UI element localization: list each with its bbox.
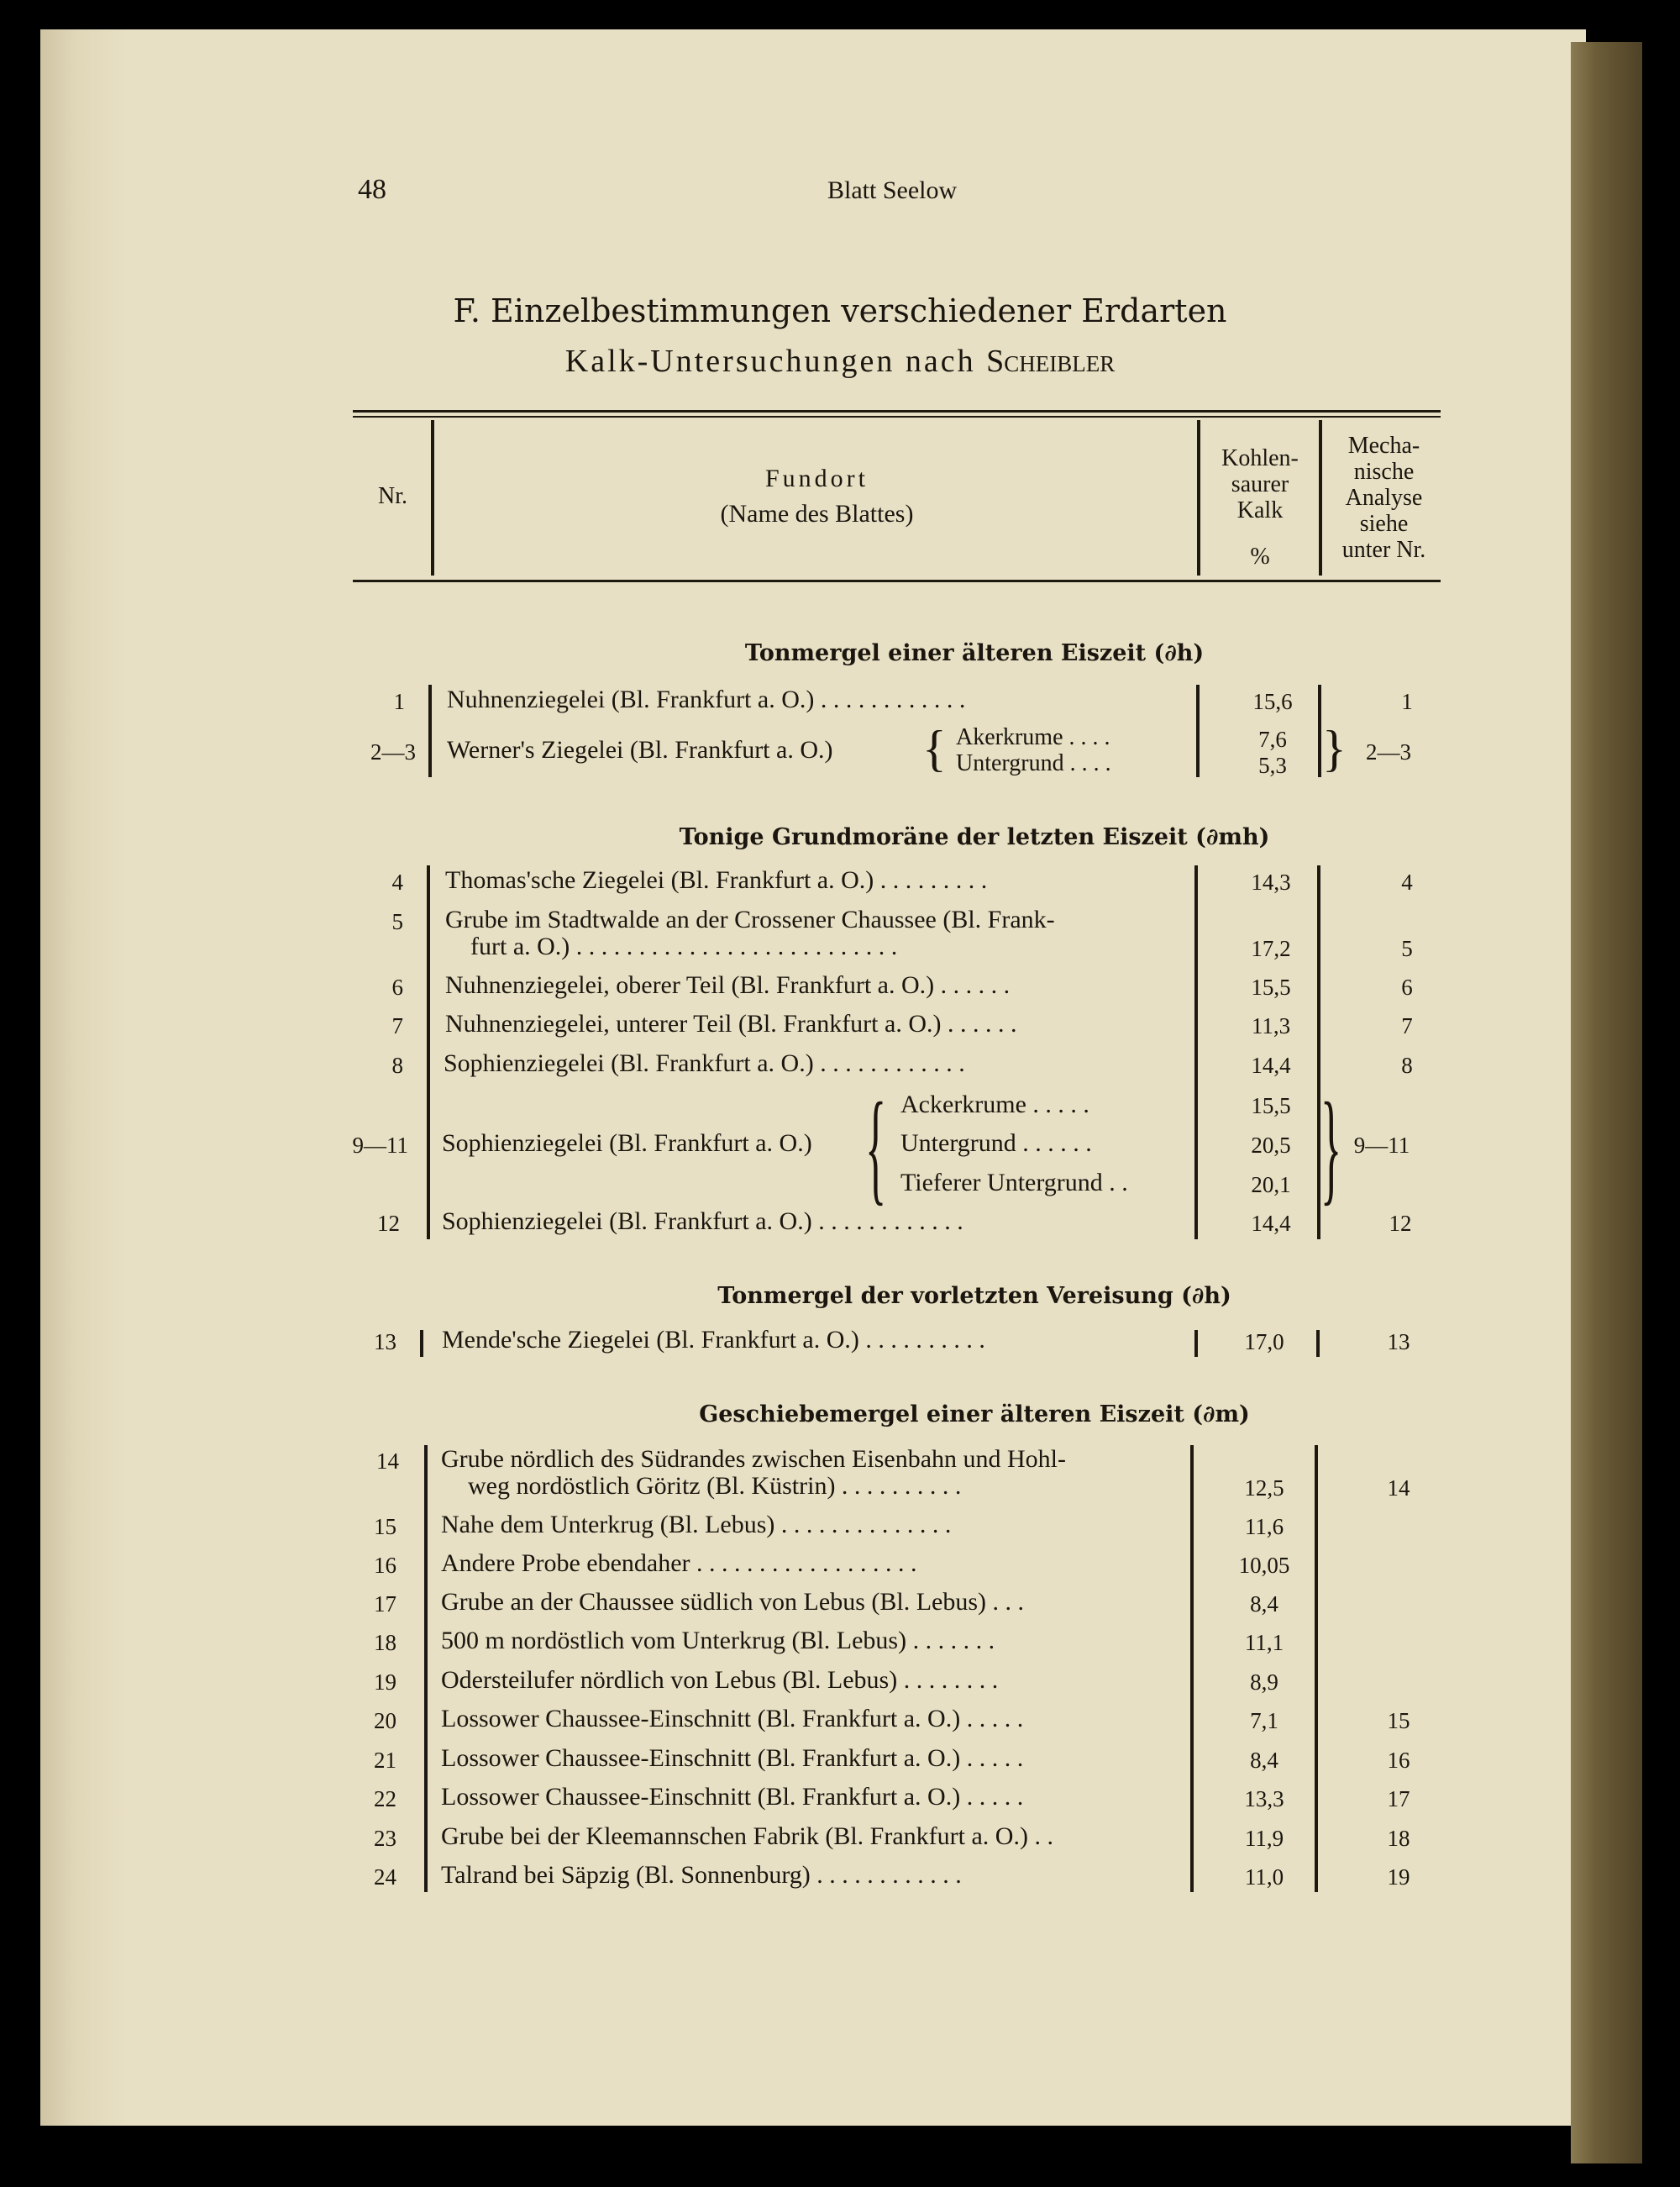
row-value: 10,05 <box>1238 1553 1290 1578</box>
row-text: Nahe dem Unterkrug (Bl. Lebus) . . . . . . . . . . . . . . <box>441 1511 952 1538</box>
row-nr: 7 <box>391 1013 403 1038</box>
row-ref: 9—11 <box>1353 1133 1410 1158</box>
row-sub-3: Tieferer Untergrund . . <box>900 1169 1128 1196</box>
row-ref: 12 <box>1389 1211 1412 1236</box>
row-text: Grube nördlich des Südrandes zwischen Eisenbahn und Hohl- <box>441 1445 1066 1473</box>
row-value: 14,4 <box>1251 1211 1291 1236</box>
row-nr: 24 <box>374 1864 396 1890</box>
header-divider-2 <box>1197 420 1200 576</box>
header-bottom-rule <box>353 580 1441 582</box>
row-text: Andere Probe ebendaher . . . . . . . . . . . . . . . . . . <box>441 1549 917 1577</box>
row-value: 8,4 <box>1250 1748 1278 1773</box>
table-top-rule <box>353 410 1441 413</box>
col-divider-s3-c <box>1316 1330 1320 1357</box>
row-nr: 18 <box>374 1630 396 1655</box>
row-text: Lossower Chaussee-Einschnitt (Bl. Frankfurt a. O.) . . . . . <box>441 1744 1024 1772</box>
row-nr: 1 <box>393 689 405 714</box>
row-ref: 8 <box>1401 1053 1413 1078</box>
row-value: 11,9 <box>1244 1826 1284 1851</box>
brace-right: } <box>1322 721 1347 776</box>
row-value-2: 5,3 <box>1258 753 1287 778</box>
row-sub-2: Untergrund . . . . . . <box>900 1129 1092 1157</box>
header-fundort-sub: (Name des Blattes) <box>720 500 914 528</box>
row-ref: 4 <box>1401 870 1413 895</box>
col-divider-s4-b <box>1190 1445 1194 1892</box>
row-nr: 20 <box>374 1708 396 1733</box>
header-fundort: Fundort <box>764 465 869 492</box>
row-value: 7,1 <box>1250 1708 1278 1733</box>
row-value: 17,0 <box>1244 1329 1284 1354</box>
row-ref: 7 <box>1401 1013 1413 1038</box>
header-mech-2: nische <box>1353 459 1415 485</box>
section-subtitle <box>0 343 1680 380</box>
row-nr: 5 <box>391 909 403 934</box>
row-text: Werner's Ziegelei (Bl. Frankfurt a. O.) <box>447 736 833 764</box>
row-value: 11,6 <box>1244 1514 1284 1539</box>
col-divider-s1-a <box>428 685 432 777</box>
row-value: 15,5 <box>1251 975 1291 1000</box>
section-title: F. Einzelbestimmungen verschiedener Erdarten <box>453 292 1227 329</box>
table-top-rule-2 <box>353 416 1441 418</box>
row-text: Sophienziegelei (Bl. Frankfurt a. O.) <box>442 1129 812 1157</box>
row-ref: 15 <box>1387 1708 1410 1733</box>
section-heading-3: Tonmergel der vorletzten Vereisung (∂h) <box>717 1283 1231 1309</box>
row-ref: 5 <box>1401 936 1413 961</box>
row-nr: 14 <box>376 1448 399 1474</box>
header-mech-4: siehe <box>1359 511 1409 537</box>
row-sub-1: Ackerkrume . . . . . <box>900 1091 1089 1118</box>
section-heading-4: Geschiebemergel einer älteren Eiszeit (∂m) <box>699 1401 1250 1427</box>
section-heading-1: Tonmergel einer älteren Eiszeit (∂h) <box>744 640 1205 666</box>
row-text: Sophienziegelei (Bl. Frankfurt a. O.) . . . . . . . . . . . . <box>444 1049 965 1077</box>
row-nr: 6 <box>391 975 403 1000</box>
row-value: 14,3 <box>1251 870 1291 895</box>
row-sub-1: Akerkrume . . . . <box>956 724 1110 750</box>
page-number: 48 <box>358 174 386 205</box>
row-text-cont: furt a. O.) . . . . . . . . . . . . . . . . . . . . . . . . . . <box>470 933 898 960</box>
row-value: 17,2 <box>1251 936 1291 961</box>
row-sub-2: Untergrund . . . . <box>956 750 1111 776</box>
row-ref: 17 <box>1387 1786 1410 1811</box>
row-text: Thomas'sche Ziegelei (Bl. Frankfurt a. O.) . . . . . . . . . <box>445 866 988 894</box>
col-divider-s4-c <box>1315 1445 1318 1892</box>
row-nr: 17 <box>374 1591 396 1617</box>
header-kalk-2: saurer <box>1231 471 1289 497</box>
row-text: Lossower Chaussee-Einschnitt (Bl. Frankfurt a. O.) . . . . . <box>441 1783 1024 1811</box>
brace-right-large: } <box>1320 1077 1342 1217</box>
row-nr: 22 <box>374 1786 396 1811</box>
row-nr: 13 <box>374 1329 396 1354</box>
header-mech-1: Mecha- <box>1347 433 1420 459</box>
row-nr: 19 <box>374 1669 396 1695</box>
row-ref: 19 <box>1387 1864 1410 1890</box>
running-head: Blatt Seelow <box>827 176 958 204</box>
row-ref: 18 <box>1387 1826 1410 1851</box>
row-value-2: 20,5 <box>1251 1133 1291 1158</box>
row-ref: 13 <box>1387 1329 1410 1354</box>
row-ref: 16 <box>1387 1748 1410 1773</box>
row-text-cont: weg nordöstlich Göritz (Bl. Küstrin) . . . . . . . . . . <box>468 1472 962 1500</box>
col-divider-s4-a <box>424 1445 428 1892</box>
col-divider-s3-b <box>1194 1330 1198 1357</box>
header-kalk-1: Kohlen- <box>1221 445 1299 471</box>
row-nr: 9—11 <box>352 1133 408 1158</box>
row-nr: 21 <box>374 1748 396 1773</box>
col-divider-s3-a <box>420 1330 423 1357</box>
subtitle-text: Kalk-Untersuchungen nach <box>564 344 987 379</box>
row-value: 8,4 <box>1250 1591 1278 1617</box>
row-value-1: 7,6 <box>1258 727 1287 752</box>
row-ref: 6 <box>1401 975 1413 1000</box>
header-mech-3: Analyse <box>1345 485 1423 511</box>
subtitle-name: Scheibler <box>986 344 1116 379</box>
row-text: Sophienziegelei (Bl. Frankfurt a. O.) . . . . . . . . . . . . <box>442 1207 963 1235</box>
row-text: Grube bei der Kleemannschen Fabrik (Bl. Frankfurt a. O.) . . <box>441 1822 1053 1850</box>
row-ref: 1 <box>1401 689 1413 714</box>
row-value-1: 15,5 <box>1251 1093 1291 1118</box>
row-value: 8,9 <box>1250 1669 1278 1695</box>
row-nr: 12 <box>377 1211 400 1236</box>
row-value-3: 20,1 <box>1251 1172 1291 1197</box>
row-text: Nuhnenziegelei, unterer Teil (Bl. Frankfurt a. O.) . . . . . . <box>445 1010 1017 1038</box>
row-nr: 8 <box>391 1053 403 1078</box>
row-text: Mende'sche Ziegelei (Bl. Frankfurt a. O.) . . . . . . . . . . <box>442 1326 985 1354</box>
col-divider-s2-b <box>1194 865 1198 1239</box>
section-heading-2: Tonige Grundmoräne der letzten Eiszeit (∂mh) <box>679 824 1270 850</box>
row-nr: 2—3 <box>370 739 416 765</box>
row-text: Lossower Chaussee-Einschnitt (Bl. Frankfurt a. O.) . . . . . <box>441 1705 1024 1732</box>
row-text: 500 m nordöstlich vom Unterkrug (Bl. Lebus) . . . . . . . <box>441 1627 995 1654</box>
row-text: Odersteilufer nördlich von Lebus (Bl. Lebus) . . . . . . . . <box>441 1666 999 1694</box>
row-nr: 15 <box>374 1514 396 1539</box>
row-nr: 4 <box>391 870 403 895</box>
header-mech-5: unter Nr. <box>1341 537 1426 563</box>
row-value: 11,0 <box>1244 1864 1284 1890</box>
row-text: Grube im Stadtwalde an der Crossener Chaussee (Bl. Frank- <box>445 906 1055 933</box>
row-nr: 23 <box>374 1826 396 1851</box>
brace-left-large: { <box>865 1077 887 1217</box>
header-divider-3 <box>1319 420 1322 576</box>
brace-left: { <box>922 721 947 776</box>
row-value: 11,1 <box>1244 1630 1284 1655</box>
row-text: Grube an der Chaussee südlich von Lebus (Bl. Lebus) . . . <box>441 1588 1025 1616</box>
col-divider-s2-a <box>427 865 430 1239</box>
header-kalk-3: Kalk <box>1236 497 1284 523</box>
header-nr: Nr. <box>378 483 407 509</box>
row-value: 13,3 <box>1244 1786 1284 1811</box>
row-ref: 2—3 <box>1366 739 1411 765</box>
row-nr: 16 <box>374 1553 396 1578</box>
row-value: 15,6 <box>1252 689 1293 714</box>
row-value: 12,5 <box>1244 1475 1284 1501</box>
row-value: 14,4 <box>1251 1053 1291 1078</box>
header-kalk-4: % <box>1250 544 1270 570</box>
col-divider-s1-b <box>1196 685 1200 777</box>
row-value: 11,3 <box>1251 1013 1291 1038</box>
row-text: Nuhnenziegelei (Bl. Frankfurt a. O.) . . . . . . . . . . . . <box>447 686 966 713</box>
row-text: Talrand bei Säpzig (Bl. Sonnenburg) . . . . . . . . . . . . <box>441 1861 962 1889</box>
row-ref: 14 <box>1387 1475 1410 1501</box>
row-text: Nuhnenziegelei, oberer Teil (Bl. Frankfurt a. O.) . . . . . . <box>445 971 1011 999</box>
